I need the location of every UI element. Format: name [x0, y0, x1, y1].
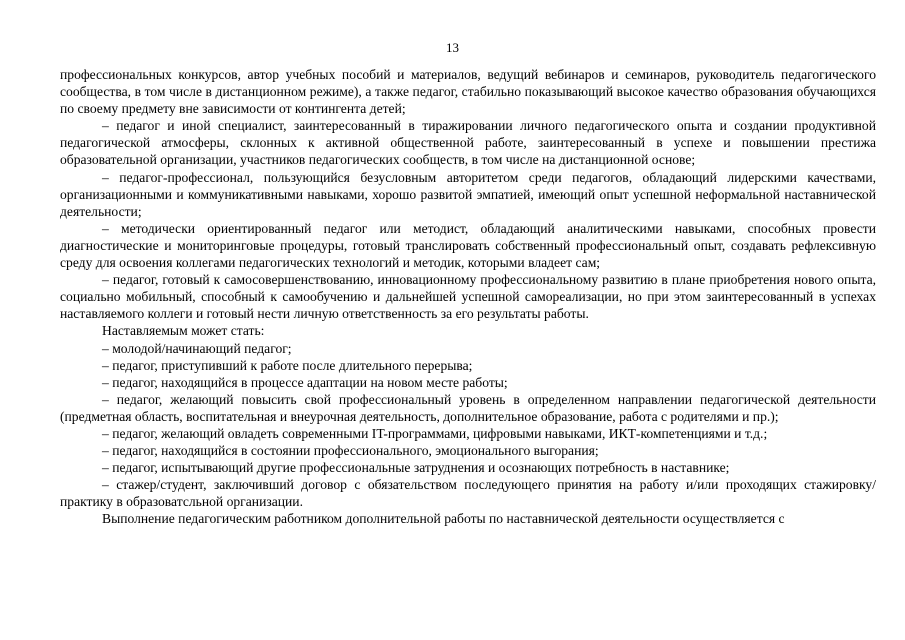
- list-item-mentee-skill-upgrade: – педагог, желающий повысить свой профессиональный уровень в определенном направлении педагогической деятельности (предметная область, воспитательная и внеурочная деятельность, дополнительное образование, работа с родителями и пр.);: [60, 391, 876, 424]
- list-item-mentee-after-break: – педагог, приступивший к работе после длительного перерыва;: [102, 357, 473, 373]
- paragraph-mentoring-work: Выполнение педагогическим работником дополнительной работы по наставнической деятельности осуществляется с: [102, 511, 785, 527]
- list-item-mentee-beginner: – молодой/начинающий педагог;: [102, 340, 292, 356]
- list-item-mentor-professional: – педагог-профессионал, пользующийся безусловным авторитетом среди педагогов, обладающий лидерскими качествами, организационными и коммуникативными навыками, хорошо развитой эмпатией, имеющий опыт успешной неформальной наставнической деятельности;: [60, 169, 876, 219]
- list-item-mentee-burnout: – педагог, находящийся в состоянии профессионального, эмоционального выгорания;: [102, 443, 599, 459]
- list-item-mentor-methodist: – методически ориентированный педагог или методист, обладающий аналитическими навыками, способных провести диагностические и мониторинговые процедуры, готовый транслировать собственный профессиональный опыт, создавать рефлексивную среду для освоения коллегами педагогических технологий и методик, которыми владеет сам;: [60, 220, 876, 271]
- paragraph-intro-continuation: профессиональных конкурсов, автор учебных пособий и материалов, ведущий вебинаров и семинаров, руководитель педагогического сообщества, в том числе в дистанционном режиме), а также педагог, стабильно показывающий высокое качество образования обучающихся по своему предмету вне зависимости от контингента детей;: [60, 67, 876, 117]
- list-item-mentor-self-improvement: – педагог, готовый к самосовершенствованию, инновационному профессиональному развитию в плане приобретения нового опыта, социально мобильный, способный к самообучению и дальнейшей успешной самореализации, но при этом заинтересованный в успехах наставляемого коллеги и готовый нести личную ответственность за его результаты работы.: [60, 272, 876, 322]
- section-heading-mentees: Наставляемым может стать:: [102, 323, 265, 339]
- document-body: [60, 66, 876, 528]
- list-item-mentee-adaptation: – педагог, находящийся в процессе адаптации на новом месте работы;: [102, 374, 508, 390]
- page-number: 13: [446, 40, 459, 55]
- list-item-mentor-specialist: – педагог и иной специалист, заинтересованный в тиражировании личного педагогического опыта и создании продуктивной педагогической атмосферы, склонных к активной общественной работе, заинтересованный в успехе и повышении престижа образовательной организации, участников педагогических сообществ, в том числе на дистанционной основе;: [60, 118, 876, 168]
- list-item-mentee-it-skills: – педагог, желающий овладеть современными IT-программами, цифровыми навыками, ИКТ-компетенциями и т.д.;: [102, 425, 768, 441]
- list-item-mentee-intern: – стажер/студент, заключивший договор с обязательством последующего принятия на работу и/или проходящих стажировку/практику в образоватсльной организации.: [60, 477, 876, 510]
- list-item-mentee-difficulties: – педагог, испытывающий другие профессиональные затруднения и осознающих потребность в наставнике;: [102, 460, 730, 476]
